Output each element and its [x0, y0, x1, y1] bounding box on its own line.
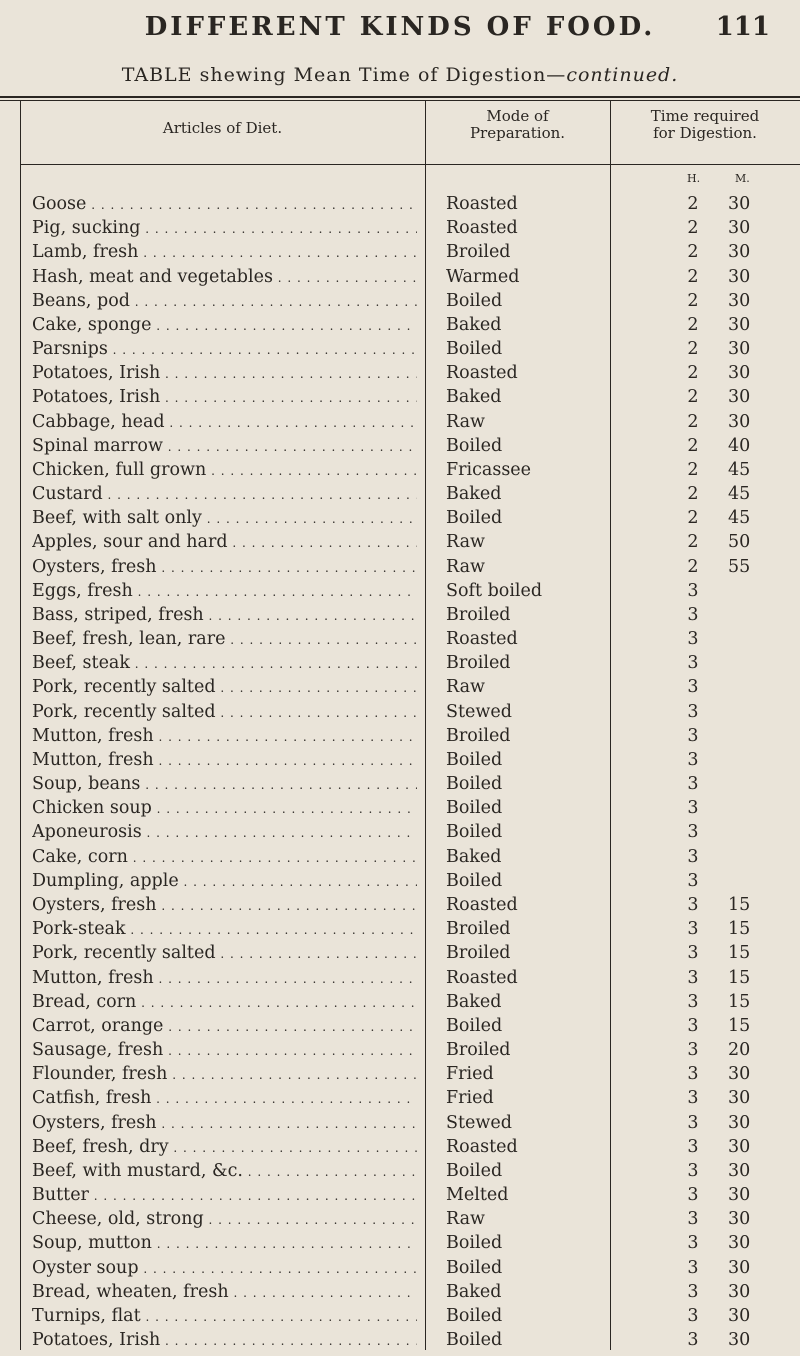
table-row — [0, 990, 800, 1014]
table-body — [0, 192, 800, 1352]
hours-cell: 2 — [687, 363, 699, 384]
preparation-cell: Stewed — [446, 701, 512, 722]
article-cell: Mutton, fresh . . . — [32, 966, 417, 991]
table-row — [0, 361, 800, 385]
preparation-cell: Raw — [446, 1209, 485, 1230]
table-row — [0, 1062, 800, 1086]
article-cell: Spinal marrow . . . — [32, 434, 417, 459]
preparation-cell: Baked — [446, 1281, 502, 1302]
table-row — [0, 651, 800, 675]
article-cell: Potatoes, Irish . . . — [32, 361, 417, 386]
article-cell: Parsnips . . . — [32, 337, 417, 362]
preparation-cell: Boiled — [446, 435, 503, 456]
hours-cell: 2 — [687, 556, 699, 577]
hours-cell: 3 — [687, 1185, 699, 1206]
article-cell: Mutton, fresh . . . — [32, 748, 417, 773]
preparation-cell: Broiled — [446, 1040, 511, 1061]
running-head — [0, 12, 800, 44]
hours-cell: 3 — [687, 1209, 699, 1230]
column-header-time-line2: for Digestion. — [653, 124, 757, 142]
hours-cell: 3 — [687, 798, 699, 819]
hours-cell: 2 — [687, 508, 699, 529]
minutes-cell: 30 — [728, 218, 751, 239]
article-cell: Potatoes, Irish . . . — [32, 385, 417, 410]
preparation-cell: Roasted — [446, 363, 518, 384]
article-cell: Bread, corn . . . — [32, 990, 417, 1015]
table-row — [0, 1159, 800, 1183]
article-cell: Bass, striped, fresh . . . — [32, 603, 417, 628]
table-row — [0, 603, 800, 627]
minutes-cell: 30 — [728, 1257, 751, 1278]
table-row — [0, 869, 800, 893]
column-header-mode — [425, 108, 610, 142]
table-row — [0, 772, 800, 796]
table-top-rule — [0, 96, 800, 98]
article-cell: Flounder, fresh . . . — [32, 1062, 417, 1087]
article-cell: Cake, corn . . . — [32, 845, 417, 870]
article-cell: Sausage, fresh . . . — [32, 1038, 417, 1063]
preparation-cell: Roasted — [446, 1136, 518, 1157]
article-cell: Dumpling, apple . . . — [32, 869, 417, 894]
hours-cell: 3 — [687, 991, 699, 1012]
article-cell: Lamb, fresh . . . — [32, 240, 417, 265]
minutes-cell: 30 — [728, 242, 751, 263]
table-row — [0, 434, 800, 458]
table-row — [0, 893, 800, 917]
hours-unit: H. — [687, 172, 701, 185]
table-row — [0, 917, 800, 941]
hours-cell: 3 — [687, 677, 699, 698]
preparation-cell: Raw — [446, 411, 485, 432]
table-row — [0, 845, 800, 869]
hours-cell: 3 — [687, 1281, 699, 1302]
hours-cell: 3 — [687, 894, 699, 915]
table-row — [0, 337, 800, 361]
minutes-cell: 30 — [728, 194, 751, 214]
hours-cell: 3 — [687, 919, 699, 940]
hours-cell: 3 — [687, 1112, 699, 1133]
minutes-cell: 30 — [728, 1064, 751, 1085]
table-row — [0, 966, 800, 990]
preparation-cell: Raw — [446, 556, 485, 577]
column-header-article: Articles of Diet. — [162, 119, 283, 137]
table-row — [0, 627, 800, 651]
minutes-cell: 40 — [728, 435, 751, 456]
preparation-cell: Boiled — [446, 870, 503, 891]
table-row — [0, 216, 800, 240]
hours-cell: 3 — [687, 1330, 699, 1351]
preparation-cell: Boiled — [446, 339, 503, 360]
table-row — [0, 1038, 800, 1062]
table-row — [0, 1183, 800, 1207]
article-cell: Oysters, fresh . . . — [32, 893, 417, 918]
minutes-cell: 30 — [728, 266, 751, 287]
preparation-cell: Baked — [446, 387, 502, 408]
preparation-cell: Fricassee — [446, 459, 532, 480]
table-caption — [0, 64, 800, 86]
preparation-cell: Broiled — [446, 653, 511, 674]
table-row — [0, 1280, 800, 1304]
preparation-cell: Fried — [446, 1064, 494, 1085]
table-row — [0, 579, 800, 603]
table-row — [0, 240, 800, 264]
hours-cell: 3 — [687, 629, 699, 650]
article-cell: Pork, recently salted . . . — [32, 675, 417, 700]
table-row — [0, 1014, 800, 1038]
hours-cell: 3 — [687, 967, 699, 988]
minutes-cell: 30 — [728, 1209, 751, 1230]
hours-cell: 2 — [687, 387, 699, 408]
article-cell: Chicken soup . . . — [32, 796, 417, 821]
minutes-cell: 15 — [728, 1015, 751, 1036]
article-cell: Bread, wheaten, fresh . . . — [32, 1280, 417, 1305]
hours-cell: 2 — [687, 484, 699, 505]
minutes-cell: 30 — [728, 1112, 751, 1133]
minutes-cell: 15 — [728, 943, 751, 964]
preparation-cell: Baked — [446, 991, 502, 1012]
minutes-cell: 45 — [728, 484, 751, 505]
minutes-cell: 30 — [728, 1185, 751, 1206]
table-row — [0, 941, 800, 965]
column-header-mode-line1: Mode of — [486, 107, 549, 125]
preparation-cell: Boiled — [446, 508, 503, 529]
hours-cell: 2 — [687, 266, 699, 287]
caption-main: TABLE shewing Mean Time of Digestion— — [121, 64, 567, 86]
hours-cell: 2 — [687, 459, 699, 480]
table-row — [0, 458, 800, 482]
preparation-cell: Broiled — [446, 919, 511, 940]
table-row — [0, 1086, 800, 1110]
article-cell: Potatoes, Irish . . . — [32, 1328, 417, 1353]
minutes-unit: M. — [735, 172, 750, 185]
preparation-cell: Broiled — [446, 943, 511, 964]
table-row — [0, 700, 800, 724]
column-header-mode-line2: Preparation. — [469, 124, 566, 142]
hours-cell: 3 — [687, 1088, 699, 1109]
article-cell: Chicken, full grown . . . — [32, 458, 417, 483]
preparation-cell: Broiled — [446, 242, 511, 263]
minutes-cell: 30 — [728, 1305, 751, 1326]
minutes-cell: 30 — [728, 411, 751, 432]
hours-cell: 3 — [687, 846, 699, 867]
hours-cell: 3 — [687, 1064, 699, 1085]
preparation-cell: Melted — [446, 1185, 509, 1206]
article-cell: Beef, fresh, lean, rare . . . — [32, 627, 417, 652]
article-cell: Eggs, fresh . . . — [32, 579, 417, 604]
table-row — [0, 530, 800, 554]
minutes-cell: 30 — [728, 1160, 751, 1181]
hours-cell: 3 — [687, 870, 699, 891]
minutes-cell: 15 — [728, 919, 751, 940]
minutes-cell: 30 — [728, 1136, 751, 1157]
running-title: DIFFERENT KINDS OF FOOD. — [144, 12, 656, 42]
article-cell: Soup, beans . . . — [32, 772, 417, 797]
article-cell: Catfish, fresh . . . — [32, 1086, 417, 1111]
preparation-cell: Boiled — [446, 822, 503, 843]
preparation-cell: Boiled — [446, 1257, 503, 1278]
table-row — [0, 748, 800, 772]
minutes-cell: 30 — [728, 1281, 751, 1302]
hours-cell: 3 — [687, 774, 699, 795]
article-cell: Custard . . . — [32, 482, 417, 507]
minutes-cell: 15 — [728, 991, 751, 1012]
table-row — [0, 506, 800, 530]
minutes-cell: 30 — [728, 290, 751, 311]
hours-cell: 3 — [687, 653, 699, 674]
hours-cell: 3 — [687, 1257, 699, 1278]
article-cell: Beef, fresh, dry . . . — [32, 1135, 417, 1160]
table-row — [0, 555, 800, 579]
preparation-cell: Boiled — [446, 749, 503, 770]
table-row — [0, 1231, 800, 1255]
article-cell: Cake, sponge . . . — [32, 313, 417, 338]
hours-cell: 2 — [687, 242, 699, 263]
preparation-cell: Raw — [446, 677, 485, 698]
preparation-cell: Roasted — [446, 218, 518, 239]
preparation-cell: Raw — [446, 532, 485, 553]
preparation-cell: Boiled — [446, 1305, 503, 1326]
preparation-cell: Boiled — [446, 1160, 503, 1181]
table-row — [0, 385, 800, 409]
hours-cell: 3 — [687, 1233, 699, 1254]
article-cell: Aponeurosis . . . — [32, 820, 417, 845]
table-row — [0, 1111, 800, 1135]
header-rule — [20, 164, 800, 165]
minutes-cell: 30 — [728, 363, 751, 384]
hours-cell: 3 — [687, 943, 699, 964]
preparation-cell: Broiled — [446, 725, 511, 746]
preparation-cell: Roasted — [446, 629, 518, 650]
hours-cell: 3 — [687, 822, 699, 843]
table-row — [0, 1207, 800, 1231]
hours-cell: 3 — [687, 749, 699, 770]
article-cell: Mutton, fresh . . . — [32, 724, 417, 749]
table-row — [0, 1256, 800, 1280]
article-cell: Beans, pod . . . — [32, 289, 417, 314]
column-header-time-line1: Time required — [650, 107, 760, 125]
table-row — [0, 1328, 800, 1352]
article-cell: Carrot, orange . . . — [32, 1014, 417, 1039]
hours-cell: 2 — [687, 290, 699, 311]
hours-cell: 2 — [687, 314, 699, 335]
preparation-cell: Broiled — [446, 604, 511, 625]
article-cell: Soup, mutton . . . — [32, 1231, 417, 1256]
preparation-cell: Boiled — [446, 774, 503, 795]
minutes-cell: 30 — [728, 339, 751, 360]
article-cell: Cheese, old, strong . . . — [32, 1207, 417, 1232]
article-cell: Cabbage, head . . . — [32, 410, 417, 435]
hours-cell: 2 — [687, 532, 699, 553]
table-row — [0, 410, 800, 434]
table-row — [0, 675, 800, 699]
minutes-cell: 45 — [728, 459, 751, 480]
preparation-cell: Roasted — [446, 967, 518, 988]
preparation-cell: Baked — [446, 314, 502, 335]
preparation-cell: Boiled — [446, 798, 503, 819]
minutes-cell: 55 — [728, 556, 751, 577]
preparation-cell: Baked — [446, 846, 502, 867]
minutes-cell: 30 — [728, 387, 751, 408]
hours-cell: 2 — [687, 435, 699, 456]
hours-cell: 3 — [687, 701, 699, 722]
article-cell: Hash, meat and vegetables . . . — [32, 265, 417, 290]
minutes-cell: 15 — [728, 967, 751, 988]
column-header-time — [610, 108, 800, 142]
article-cell: Oysters, fresh . . . — [32, 1111, 417, 1136]
preparation-cell: Boiled — [446, 1330, 503, 1351]
hours-cell: 2 — [687, 411, 699, 432]
hours-cell: 3 — [687, 1136, 699, 1157]
table-row — [0, 313, 800, 337]
preparation-cell: Stewed — [446, 1112, 512, 1133]
article-cell: Beef, with mustard, &c. . . . — [32, 1159, 417, 1184]
preparation-cell: Boiled — [446, 290, 503, 311]
table-row — [0, 820, 800, 844]
table-top-rule-inner — [0, 100, 800, 101]
article-cell: Pork, recently salted . . . — [32, 700, 417, 725]
article-cell: Oysters, fresh . . . — [32, 555, 417, 580]
minutes-cell: 15 — [728, 894, 751, 915]
table-row — [0, 482, 800, 506]
page-number: 111 — [715, 12, 770, 42]
minutes-cell: 30 — [728, 1233, 751, 1254]
table-row — [0, 1135, 800, 1159]
hours-cell: 2 — [687, 339, 699, 360]
hours-cell: 2 — [687, 218, 699, 239]
hours-cell: 3 — [687, 725, 699, 746]
table-row — [0, 1304, 800, 1328]
preparation-cell: Warmed — [446, 266, 520, 287]
preparation-cell: Boiled — [446, 1015, 503, 1036]
article-cell: Beef, steak . . . — [32, 651, 417, 676]
preparation-cell: Soft boiled — [446, 580, 543, 601]
minutes-cell: 30 — [728, 1088, 751, 1109]
article-cell: Pig, sucking . . . — [32, 216, 417, 241]
hours-cell: 2 — [687, 194, 699, 214]
hours-cell: 3 — [687, 1015, 699, 1036]
table-row — [0, 724, 800, 748]
article-cell: Turnips, flat . . . — [32, 1304, 417, 1329]
article-cell: Butter . . . — [32, 1183, 417, 1208]
article-cell: Pork, recently salted . . . — [32, 941, 417, 966]
hours-cell: 3 — [687, 580, 699, 601]
table-row — [0, 192, 800, 216]
minutes-cell: 20 — [728, 1040, 751, 1061]
preparation-cell: Roasted — [446, 194, 518, 214]
minutes-cell: 45 — [728, 508, 751, 529]
minutes-cell: 50 — [728, 532, 751, 553]
article-cell: Beef, with salt only . . . — [32, 506, 417, 531]
article-cell: Pork-steak . . . — [32, 917, 417, 942]
article-cell: Apples, sour and hard . . . — [32, 530, 417, 555]
minutes-cell: 30 — [728, 314, 751, 335]
table-row — [0, 265, 800, 289]
hours-cell: 3 — [687, 604, 699, 625]
minutes-cell: 30 — [728, 1330, 751, 1351]
preparation-cell: Roasted — [446, 894, 518, 915]
hours-cell: 3 — [687, 1305, 699, 1326]
article-cell: Goose . . . — [32, 192, 417, 217]
hours-cell: 3 — [687, 1040, 699, 1061]
hours-cell: 3 — [687, 1160, 699, 1181]
article-cell: Oyster soup . . . — [32, 1256, 417, 1281]
table-row — [0, 289, 800, 313]
preparation-cell: Baked — [446, 484, 502, 505]
preparation-cell: Boiled — [446, 1233, 503, 1254]
caption-continued: continued. — [566, 64, 679, 86]
preparation-cell: Fried — [446, 1088, 494, 1109]
table-row — [0, 796, 800, 820]
